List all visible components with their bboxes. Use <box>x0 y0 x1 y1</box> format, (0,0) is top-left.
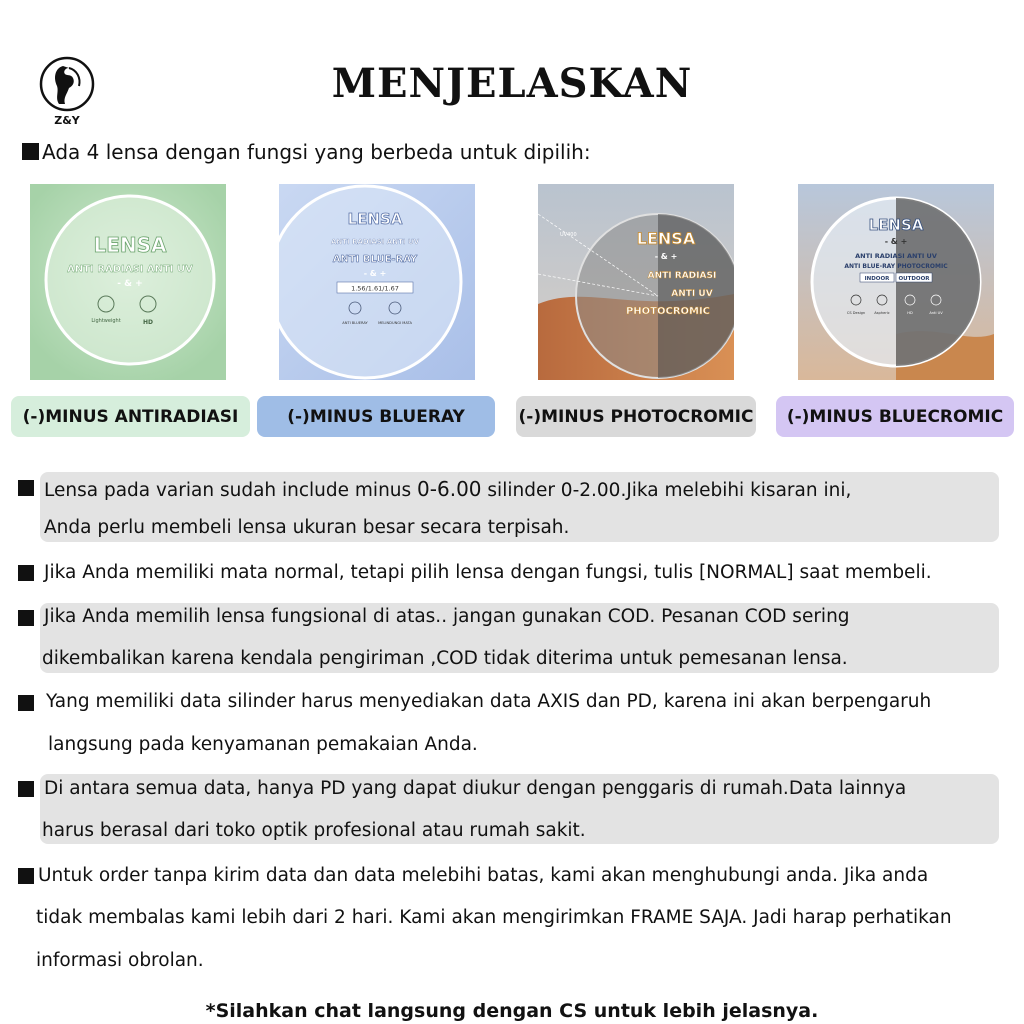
lens4-tab1: INDOOR <box>864 276 890 282</box>
note-1-minus-range: 0-6.00 <box>417 477 482 501</box>
lens-image-photocromic <box>538 184 734 380</box>
lens3-corner: UV400 <box>560 232 577 238</box>
lens-label-antiradiasi: (-)MINUS ANTIRADIASI <box>11 396 250 437</box>
lens4-line2: ANTI RADIASI ANTI UV <box>855 252 937 260</box>
bullet-square-icon <box>18 565 34 581</box>
lens4-line3: ANTI BLUE-RAY PHOTOCROMIC <box>844 263 948 270</box>
lens4-brand: LENSA <box>868 216 924 234</box>
lens3-line2: ANTI RADIASI <box>647 271 717 281</box>
lens2-line1: ANTI RADIASI ANTI UV <box>330 238 420 246</box>
lens4-icon4: Anti UV <box>929 311 943 315</box>
lens2-line2: ANTI BLUE-RAY <box>332 254 418 265</box>
lens-image-bluecromic <box>798 184 994 380</box>
bullet-square-icon <box>18 695 34 711</box>
note-1-line-2: Anda perlu membeli lensa ukuran besar secara terpisah. <box>44 517 570 538</box>
lens1-line2: - & + <box>117 279 143 289</box>
lens2-icon2: MELINDUNGI MATA <box>378 321 412 325</box>
logo-text: Z&Y <box>54 114 80 127</box>
page-title: MENJELASKAN <box>331 60 693 107</box>
bullet-square-icon <box>18 610 34 626</box>
lens2-icon1: ANTI BLUERAY <box>342 321 368 325</box>
lens1-icon1: Lightweight <box>91 318 121 324</box>
note-6-line-1: Untuk order tanpa kirim data dan data melebihi batas, kami akan menghubungi anda. Jika anda <box>38 865 929 886</box>
note-1-text-a: Lensa pada varian sudah include minus <box>44 480 418 501</box>
bullet-square-icon <box>18 781 34 797</box>
note-1-text-b: silinder 0-2.00.Jika melebihi kisaran ini, <box>481 480 852 501</box>
lens4-tab2: OUTDOOR <box>898 276 930 282</box>
bullet-square-icon <box>22 143 39 160</box>
lens3-line4: PHOTOCROMIC <box>625 306 711 317</box>
lens-label-bluecromic: (-)MINUS BLUECROMIC <box>776 396 1014 437</box>
intro-text <box>22 140 591 164</box>
lens4-icon3: HD <box>907 311 913 315</box>
note-3-line-2: dikembalikan karena kendala pengiriman ,COD tidak diterima untuk pemesanan lensa. <box>42 648 848 669</box>
footer-note: *Silahkan chat langsung dengan CS untuk lebih jelasnya. <box>205 1000 819 1022</box>
intro-label: Ada 4 lensa dengan fungsi yang berbeda untuk dipilih: <box>42 140 591 164</box>
bullet-square-icon <box>18 480 34 496</box>
lens4-icon1: CS Design <box>846 311 866 315</box>
lens2-brand: LENSA <box>347 210 403 228</box>
note-3-line-1: Jika Anda memilih lensa fungsional di atas.. jangan gunakan COD. Pesanan COD sering <box>44 606 850 627</box>
lens-image-antiradiasi <box>30 184 226 380</box>
lens3-line1: - & + <box>654 252 678 261</box>
lens2-line3: - & + <box>363 269 387 278</box>
lens2-index: 1.56/1.61/1.67 <box>351 284 399 293</box>
note-6-line-2: tidak membalas kami lebih dari 2 hari. Kami akan mengirimkan FRAME SAJA. Jadi harap perhatikan <box>36 907 952 928</box>
lens3-line3: ANTI UV <box>671 289 713 299</box>
note-2-line-1: Jika Anda memiliki mata normal, tetapi pilih lensa dengan fungsi, tulis [NORMAL] saat membeli. <box>44 562 932 583</box>
lens3-brand: LENSA <box>636 229 696 248</box>
note-6-line-3: informasi obrolan. <box>36 950 204 971</box>
note-4-line-1: Yang memiliki data silinder harus menyediakan data AXIS dan PD, karena ini akan berpengaruh <box>46 691 932 712</box>
bullet-square-icon <box>18 868 34 884</box>
note-5-line-1: Di antara semua data, hanya PD yang dapat diukur dengan penggaris di rumah.Data lainnya <box>44 778 907 799</box>
note-5-line-2: harus berasal dari toko optik profesional atau rumah sakit. <box>42 820 586 841</box>
lens-label-blueray: (-)MINUS BLUERAY <box>257 396 495 437</box>
lens-label-photocromic: (-)MINUS PHOTOCROMIC <box>516 396 756 437</box>
note-4-line-2: langsung pada kenyamanan pemakaian Anda. <box>48 734 478 755</box>
lens-image-blueray <box>279 184 475 380</box>
lens4-line1: - & + <box>884 237 908 246</box>
lens1-icon2: HD <box>142 319 154 326</box>
lens1-brand: LENSA <box>93 233 167 257</box>
lens4-icon2: Aspheric <box>874 311 890 315</box>
note-1-line-1 <box>44 477 851 501</box>
lens1-line1: ANTI RADIASI ANTI UV <box>67 264 193 275</box>
